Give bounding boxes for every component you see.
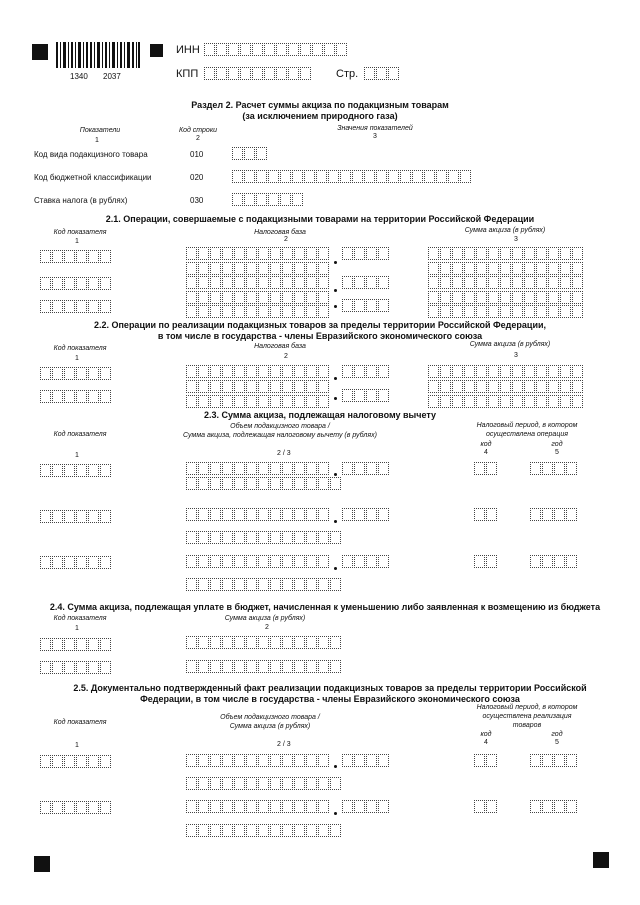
indicator-code-field[interactable] xyxy=(40,250,112,263)
excise-amount-field[interactable] xyxy=(428,305,584,318)
tax-base-field[interactable] xyxy=(186,247,330,260)
excise-deduction-field[interactable] xyxy=(186,578,342,591)
section-title: Раздел 2. Расчет суммы акциза по подакцизным товарам (за исключением природного газа) xyxy=(191,100,449,121)
excise-amount-field[interactable] xyxy=(428,380,584,393)
row-code: 010 xyxy=(190,150,204,159)
tax-base-fraction-field[interactable] xyxy=(342,365,390,378)
col-num: 2 / 3 xyxy=(277,450,291,457)
col-header: Налоговая база xyxy=(254,343,306,350)
indicator-code-field[interactable] xyxy=(40,367,112,380)
period-year-field[interactable] xyxy=(530,800,578,813)
row-code: 020 xyxy=(190,173,204,182)
row-code: 030 xyxy=(190,196,204,205)
excise-amount-field[interactable] xyxy=(428,395,584,408)
tax-base-fraction-field[interactable] xyxy=(342,247,390,260)
indicator-code-field[interactable] xyxy=(40,300,112,313)
col-header: Код показателя xyxy=(53,229,107,236)
registration-marker xyxy=(34,856,50,872)
barcode xyxy=(56,42,140,68)
page-label: Стр. xyxy=(336,68,359,80)
volume-fraction-field[interactable] xyxy=(342,462,390,475)
decimal-point xyxy=(334,473,337,476)
indicator-code-field[interactable] xyxy=(40,755,112,768)
sub-header: код xyxy=(480,731,492,738)
col-header: Код показателя xyxy=(53,431,107,438)
volume-fraction-field[interactable] xyxy=(342,754,390,767)
indicator-code-field[interactable] xyxy=(40,661,112,674)
excise-amount-field[interactable] xyxy=(186,777,342,790)
tax-base-fraction-field[interactable] xyxy=(342,389,390,402)
tax-base-field[interactable] xyxy=(186,365,330,378)
excise-amount-field[interactable] xyxy=(186,824,342,837)
period-code-field[interactable] xyxy=(474,462,498,475)
period-code-field[interactable] xyxy=(474,508,498,521)
inn-field[interactable] xyxy=(204,43,348,56)
volume-field[interactable] xyxy=(186,754,330,767)
decimal-point xyxy=(334,765,337,768)
col-header: Код показателя xyxy=(53,345,107,352)
section-2-4-title: 2.4. Сумма акциза, подлежащая уплате в бюджет, начисленная к уменьшению либо заявленная к возмещению из бюджета xyxy=(49,602,601,612)
col-num: 5 xyxy=(555,449,559,456)
col-line-code-header: Код строки xyxy=(178,127,218,134)
tax-base-field[interactable] xyxy=(186,262,330,275)
col-header: Сумма акциза (в рублях) xyxy=(224,615,306,622)
col-header: Налоговый период, в котором осуществлена операция xyxy=(476,422,578,438)
col-num: 3 xyxy=(514,236,518,243)
tax-base-field[interactable] xyxy=(186,380,330,393)
indicator-code-field[interactable] xyxy=(40,801,112,814)
col-num: 1 xyxy=(95,137,99,144)
volume-field[interactable] xyxy=(186,508,330,521)
barcode-number-left: 1340 xyxy=(70,72,88,81)
volume-field[interactable] xyxy=(186,555,330,568)
col-num: 1 xyxy=(75,238,79,245)
excise-amount-field[interactable] xyxy=(428,291,584,304)
section-2-3-title: 2.3. Сумма акциза, подлежащая налоговому вычету xyxy=(204,410,436,420)
period-code-field[interactable] xyxy=(474,555,498,568)
kpp-field[interactable] xyxy=(204,67,312,80)
col-header: Налоговая база xyxy=(254,229,306,236)
registration-marker xyxy=(593,852,609,868)
indicator-code-field[interactable] xyxy=(40,638,112,651)
registration-marker xyxy=(32,44,48,60)
row-label: Код вида подакцизного товара xyxy=(34,150,148,159)
page-field[interactable] xyxy=(364,67,400,80)
indicator-code-field[interactable] xyxy=(40,390,112,403)
section-2-5-title: 2.5. Документально подтвержденный факт реализации подакцизных товаров за пределы территории Российской Федерации, в том числе в государства - члены Евразийского экономического союза xyxy=(73,683,587,704)
row-label: Ставка налога (в рублях) xyxy=(34,196,128,205)
inn-label: ИНН xyxy=(176,44,200,56)
decimal-point xyxy=(334,261,337,264)
excise-amount-field[interactable] xyxy=(428,262,584,275)
col-indicators-header: Показатели xyxy=(79,127,121,134)
col-num: 2 / 3 xyxy=(277,741,291,748)
volume-fraction-field[interactable] xyxy=(342,800,390,813)
excise-amount-field[interactable] xyxy=(428,247,584,260)
col-num: 2 xyxy=(265,624,269,631)
tax-base-field[interactable] xyxy=(186,291,330,304)
col-num: 1 xyxy=(75,452,79,459)
volume-fraction-field[interactable] xyxy=(342,555,390,568)
indicator-code-field[interactable] xyxy=(40,510,112,523)
indicator-code-field[interactable] xyxy=(40,464,112,477)
tax-rate-field[interactable] xyxy=(232,193,304,206)
period-year-field[interactable] xyxy=(530,555,578,568)
volume-field[interactable] xyxy=(186,462,330,475)
decimal-point xyxy=(334,567,337,570)
excise-amount-field[interactable] xyxy=(428,276,584,289)
volume-fraction-field[interactable] xyxy=(342,508,390,521)
barcode-number-right: 2037 xyxy=(103,72,121,81)
indicator-code-field[interactable] xyxy=(40,556,112,569)
decimal-point xyxy=(334,397,337,400)
sub-header: год xyxy=(551,731,563,738)
col-header: Сумма акциза (в рублях) xyxy=(469,341,551,348)
col-header: Код показателя xyxy=(53,719,107,726)
row-label: Код бюджетной классификации xyxy=(34,173,152,182)
col-num: 4 xyxy=(484,739,488,746)
col-num: 3 xyxy=(373,133,377,140)
col-num: 4 xyxy=(484,449,488,456)
excise-payable-field[interactable] xyxy=(186,660,342,673)
kpp-label: КПП xyxy=(176,68,199,80)
sub-header: код xyxy=(480,441,492,448)
col-header: Объем подакцизного товара / Сумма акциза (в рублях) xyxy=(220,714,320,730)
period-year-field[interactable] xyxy=(530,462,578,475)
tax-base-field[interactable] xyxy=(186,395,330,408)
sub-header: год xyxy=(551,441,563,448)
col-num: 3 xyxy=(514,352,518,359)
col-header: Сумма акциза (в рублях) xyxy=(464,227,546,234)
col-header: Объем подакцизного товара / Сумма акциза, подлежащая налоговому вычету (в рублях) xyxy=(183,423,377,439)
budget-class-code-field[interactable] xyxy=(232,170,472,183)
tax-base-fraction-field[interactable] xyxy=(342,299,390,312)
section-2-1-title: 2.1. Операции, совершаемые с подакцизными товарами на территории Российской Федерации xyxy=(105,214,535,224)
col-num: 2 xyxy=(284,353,288,360)
col-num: 1 xyxy=(75,355,79,362)
col-values-header: Значения показателей xyxy=(337,125,413,132)
excise-payable-field[interactable] xyxy=(186,636,342,649)
decimal-point xyxy=(334,812,337,815)
decimal-point xyxy=(334,520,337,523)
period-code-field[interactable] xyxy=(474,754,498,767)
period-year-field[interactable] xyxy=(530,508,578,521)
col-num: 1 xyxy=(75,742,79,749)
excise-deduction-field[interactable] xyxy=(186,477,342,490)
col-num: 2 xyxy=(284,236,288,243)
col-num: 1 xyxy=(75,625,79,632)
decimal-point xyxy=(334,289,337,292)
col-header: Код показателя xyxy=(53,615,107,622)
period-year-field[interactable] xyxy=(530,754,578,767)
tax-base-field[interactable] xyxy=(186,305,330,318)
volume-field[interactable] xyxy=(186,800,330,813)
col-num: 2 xyxy=(196,135,200,142)
decimal-point xyxy=(334,377,337,380)
tax-base-field[interactable] xyxy=(186,276,330,289)
decimal-point xyxy=(334,305,337,308)
product-type-code-field[interactable] xyxy=(232,147,268,160)
indicator-code-field[interactable] xyxy=(40,277,112,290)
excise-amount-field[interactable] xyxy=(428,365,584,378)
registration-marker xyxy=(150,44,163,57)
col-header: Налоговый период, в котором осуществлена реализация товаров xyxy=(476,704,578,729)
tax-base-fraction-field[interactable] xyxy=(342,276,390,289)
col-num: 5 xyxy=(555,739,559,746)
section-2-2-title: 2.2. Операции по реализации подакцизных товаров за пределы территории Российской Федерации, в том числе в государства - члены Евразийского экономического союза xyxy=(93,320,547,341)
period-code-field[interactable] xyxy=(474,800,498,813)
excise-deduction-field[interactable] xyxy=(186,531,342,544)
